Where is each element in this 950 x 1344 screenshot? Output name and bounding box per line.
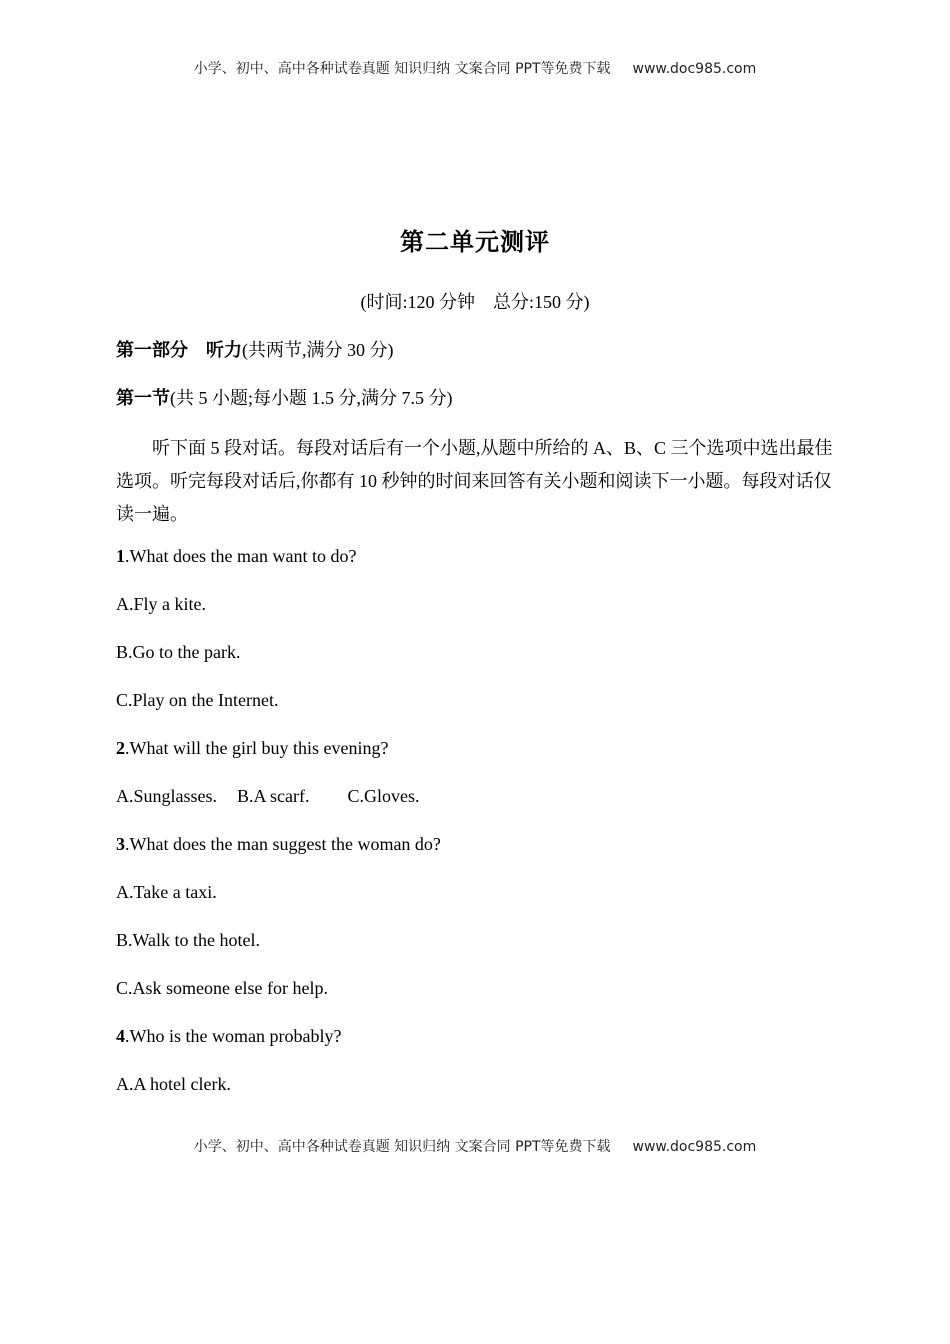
footer-text: 小学、初中、高中各种试卷真题 知识归纳 文案合同 PPT等免费下载 — [193, 1139, 611, 1155]
option-3a: A.Take a taxi. — [116, 882, 217, 902]
option-3c: C.Ask someone else for help. — [116, 978, 328, 998]
option-2b: B.A scarf. — [237, 786, 310, 806]
question-1 — [116, 546, 356, 567]
question-2 — [116, 738, 388, 759]
part1-heading — [116, 336, 394, 362]
option-4a: A.A hotel clerk. — [116, 1074, 231, 1094]
part1-heading-label: 第一部分 听力 — [116, 340, 242, 361]
option-1b: B.Go to the park. — [116, 642, 241, 662]
footer-site-link[interactable]: www.doc985.com — [632, 1139, 757, 1155]
question-text: .What does the man suggest the woman do? — [125, 834, 441, 854]
part1-heading-note: (共两节,满分 30 分) — [242, 340, 394, 360]
section1-heading — [116, 384, 453, 410]
section1-heading-note: (共 5 小题;每小题 1.5 分,满分 7.5 分) — [170, 388, 453, 408]
question-number: 3 — [116, 834, 125, 854]
page-title: 第二单元测评 — [400, 228, 550, 256]
option-2a: A.Sunglasses. — [116, 786, 218, 806]
question-text: .What will the girl buy this evening? — [125, 738, 389, 758]
header-text: 小学、初中、高中各种试卷真题 知识归纳 文案合同 PPT等免费下载 — [193, 61, 611, 77]
header-site-link[interactable]: www.doc985.com — [632, 61, 757, 77]
question-3 — [116, 834, 441, 855]
page-header — [0, 58, 950, 78]
question-4 — [116, 1026, 341, 1047]
question-text: .Who is the woman probably? — [125, 1026, 342, 1046]
option-3b: B.Walk to the hotel. — [116, 930, 261, 950]
question-number: 2 — [116, 738, 125, 758]
option-1a: A.Fly a kite. — [116, 594, 206, 614]
question-number: 1 — [116, 546, 125, 566]
section1-heading-label: 第一节 — [116, 388, 170, 409]
page-footer — [0, 1136, 950, 1156]
option-2c: C.Gloves. — [347, 786, 420, 806]
question-text: .What does the man want to do? — [125, 546, 357, 566]
section1-instructions: 听下面 5 段对话。每段对话后有一个小题,从题中所给的 A、B、C 三个选项中选出最佳选项。听完每段对话后,你都有 10 秒钟的时间来回答有关小题和阅读下一小题。每段对话仅读一遍。 — [116, 438, 833, 524]
question-2-options — [116, 786, 420, 807]
question-number: 4 — [116, 1026, 125, 1046]
time-info: (时间:120 分钟 总分:150 分) — [360, 292, 590, 312]
option-1c: C.Play on the Internet. — [116, 690, 279, 710]
